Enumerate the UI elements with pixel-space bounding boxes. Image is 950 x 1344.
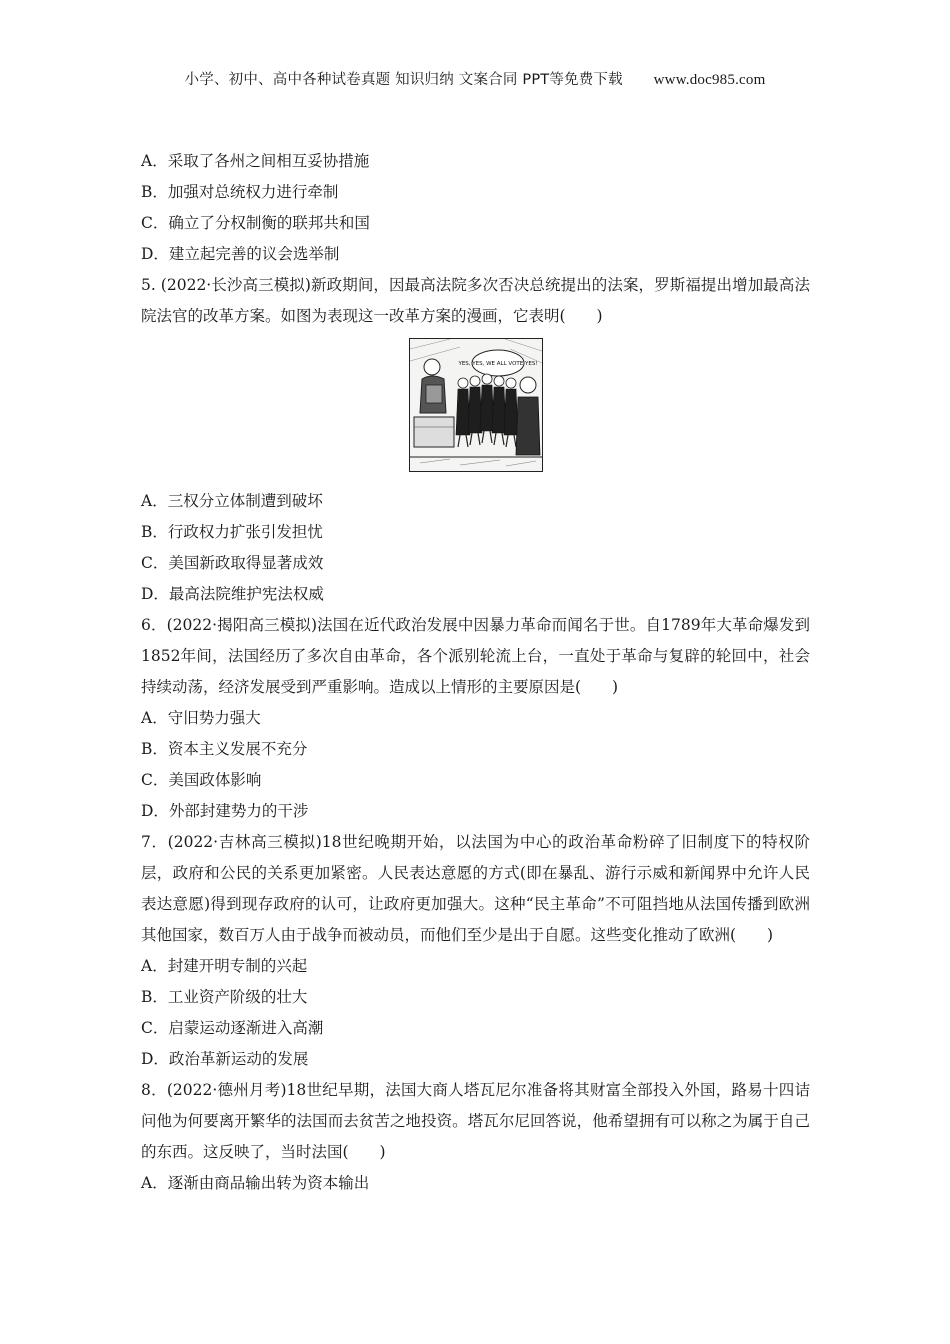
q5-option-d: D．最高法院维护宪法权威 — [141, 585, 324, 603]
q6-stem: 6．(2022·揭阳高三模拟)法国在近代政治发展中因暴力革命而闻名于世。自1789年大革命爆发到1852年间，法国经历了多次自由革命，各个派别轮流上台，一直处于革命与复辟的轮回中，社会持续动荡，经济发展受到严重影响。造成以上情形的主要原因是( ) — [141, 616, 810, 696]
q4-option-d: D．建立起完善的议会选举制 — [141, 245, 340, 263]
header-url[interactable]: www.doc985.com — [653, 72, 766, 88]
q6-option-d: D．外部封建势力的干涉 — [141, 802, 309, 820]
q6-option-a: A．守旧势力强大 — [141, 709, 261, 727]
q7-option-a: A．封建开明专制的兴起 — [141, 957, 308, 975]
q5-option-b: B．行政权力扩张引发担忧 — [141, 523, 323, 541]
q6-option-b: B．资本主义发展不充分 — [141, 740, 308, 758]
q7-option-b: B．工业资产阶级的壮大 — [141, 988, 308, 1006]
page-header — [0, 68, 950, 89]
q4-option-b: B．加强对总统权力进行牵制 — [141, 183, 339, 201]
q7-option-d: D．政治革新运动的发展 — [141, 1050, 309, 1068]
q8-option-a: A．逐渐由商品输出转为资本输出 — [141, 1174, 370, 1192]
q7-stem: 7．(2022·吉林高三模拟)18世纪晚期开始，以法国为中心的政治革命粉碎了旧制度下的特权阶层，政府和公民的关系更加紧密。人民表达意愿的方式(即在暴乱、游行示威和新闻界中允许人民表达意愿)得到现存政府的认可，让政府更加强大。这种“民主革命”不可阻挡地从法国传播到欧洲其他国家，数百万人由于战争而被动员，而他们至少是出于自愿。这些变化推动了欧洲( ) — [141, 833, 810, 944]
cartoon-bubble-text: YES, YES, WE ALL VOTE YES! — [458, 361, 538, 367]
q5-stem: 5. (2022·长沙高三模拟)新政期间，因最高法院多次否决总统提出的法案，罗斯福提出增加最高法院法官的改革方案。如图为表现这一改革方案的漫画，它表明( ) — [141, 276, 810, 325]
q7-option-c: C．启蒙运动逐渐进入高潮 — [141, 1019, 324, 1037]
question-content — [141, 146, 810, 1199]
q5-option-a: A．三权分立体制遭到破坏 — [141, 492, 323, 510]
q5-figure — [141, 338, 810, 480]
q6-option-c: C．美国政体影响 — [141, 771, 262, 789]
court-packing-cartoon — [409, 338, 543, 472]
q5-option-c: C．美国新政取得显著成效 — [141, 554, 324, 572]
header-text: 小学、初中、高中各种试卷真题 知识归纳 文案合同 PPT等免费下载 — [184, 72, 623, 88]
q8-stem: 8．(2022·德州月考)18世纪早期，法国大商人塔瓦尼尔准备将其财富全部投入外国，路易十四诘问他为何要离开繁华的法国而去贫苦之地投资。塔瓦尔尼回答说，他希望拥有可以称之为属于自己的东西。这反映了，当时法国( ) — [141, 1081, 810, 1161]
q4-option-c: C．确立了分权制衡的联邦共和国 — [141, 214, 370, 232]
q4-option-a: A．采取了各州之间相互妥协措施 — [141, 152, 370, 170]
